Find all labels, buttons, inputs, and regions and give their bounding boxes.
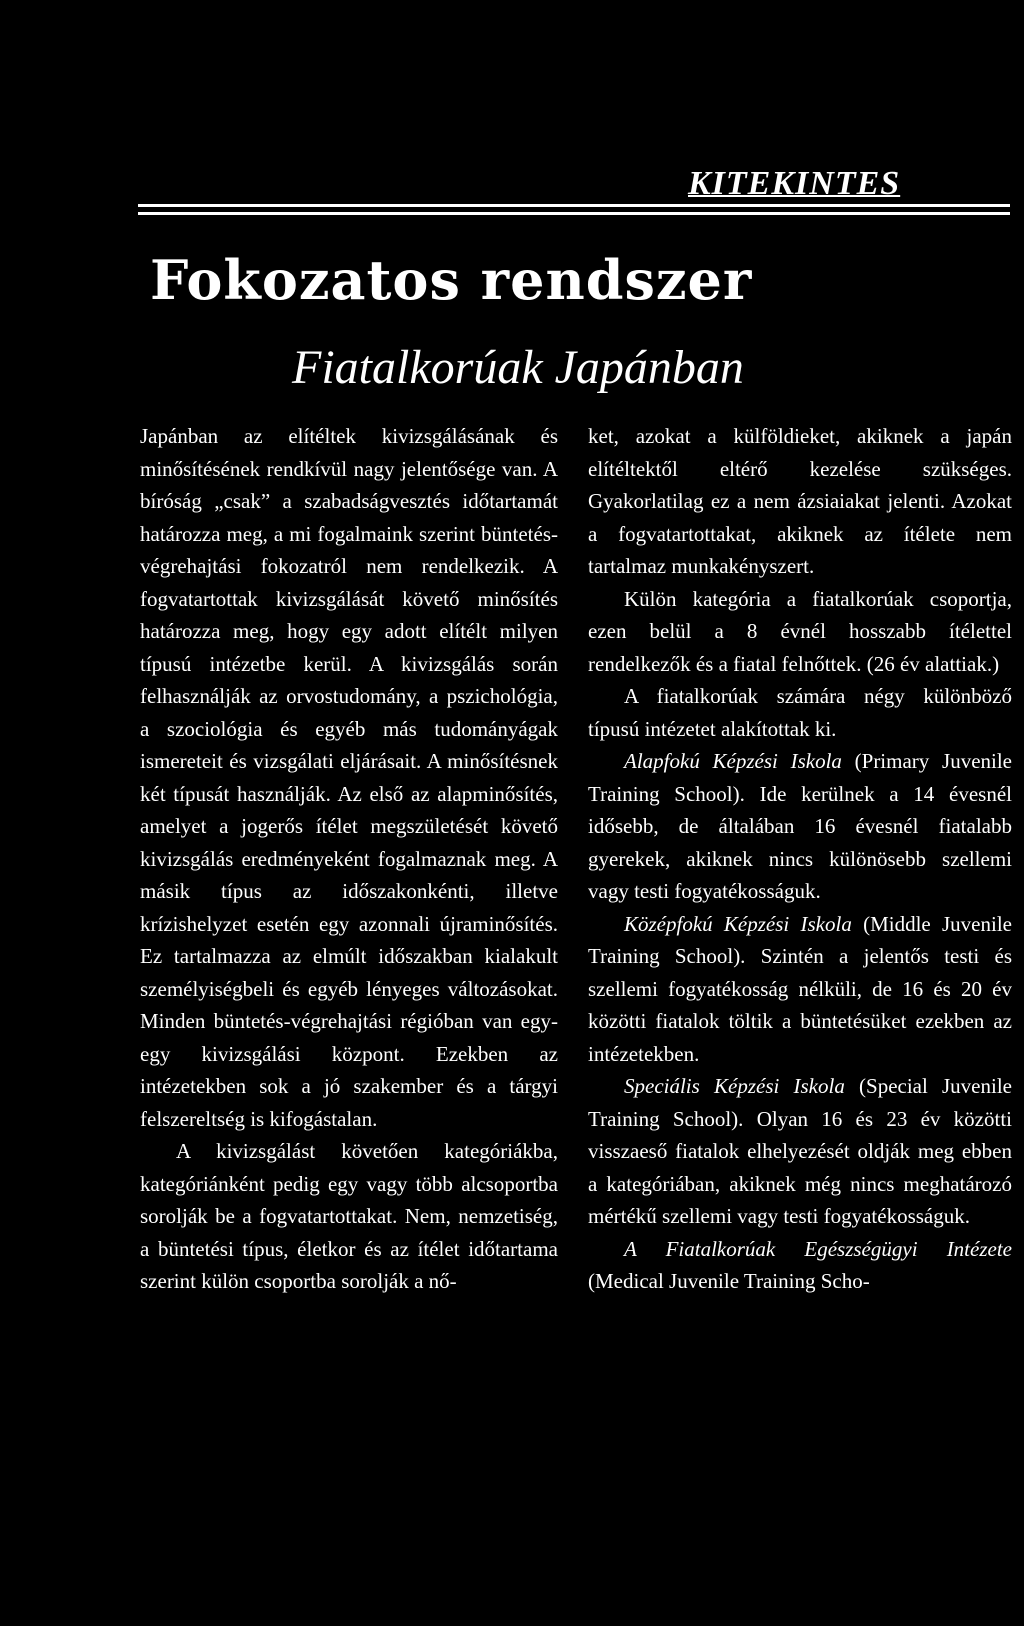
institution-name-middle: Középfokú Képzési Iskola <box>624 911 852 936</box>
article-subtitle: Fiatalkorúak Japánban <box>292 341 744 394</box>
institution-name-medical: A Fiatalkorúak Egészségügyi Intézete <box>624 1236 1012 1261</box>
right-paragraph-6 <box>588 1070 1012 1233</box>
institution-name-special: Speciális Képzési Iskola <box>624 1074 845 1098</box>
left-column <box>140 420 558 1298</box>
right-column <box>588 420 1012 1298</box>
right-paragraph-3: A fiatalkorúak számára négy különböző típusú intézetet alakítottak ki. <box>588 684 1012 741</box>
right-paragraph-4 <box>588 745 1012 908</box>
right-paragraph-5 <box>588 908 1012 1071</box>
section-kicker: KITEKINTES <box>688 165 901 202</box>
institution-desc-middle: (Middle Juvenile Training School). Szintén a jelentős testi és szellemi fogyatékosság nélküli, de 16 és 20 év közötti fiatalok töltik a büntetésüket ezekben az intézetekben. <box>588 911 1012 1066</box>
institution-desc-medical: (Medical Juvenile Training Scho- <box>588 1269 870 1293</box>
right-paragraph-1: ket, azokat a külföldieket, akiknek a japán elítéltektől eltérő kezelése szükséges. Gyakorlatilag ez a nem ázsiaiakat jelenti. Azokat a fogvatartottakat, akiknek az ítélete nem tartalmaz munkakényszert. <box>588 424 1012 578</box>
institution-desc-primary: (Primary Juvenile Training School). Ide kerülnek a 14 évesnél idősebb, de általában 16 évesnél fiatalabb gyerekek, akiknek nincs különösebb szellemi vagy testi fogyatékosságuk. <box>588 749 1012 903</box>
institution-name-primary: Alapfokú Képzési Iskola <box>624 749 842 773</box>
right-paragraph-7 <box>588 1233 1012 1298</box>
left-paragraph-1: Japánban az elítéltek kivizsgálásának és minősítésének rendkívül nagy jelentősége van. A bíróság „csak” a szabadságvesztés időtartamát határozza meg, a mi fogalmaink szerint büntetés-végrehajtási fokozatról nem rendelkezik. A fogvatartottak kivizsgálását követő minősítés határozza meg, hogy egy adott elítélt milyen típusú intézetbe kerül. A kivizsgálás során felhasználják az orvostudomány, a pszichológia, a szociológia és egyéb más tudományágak ismereteit és vizsgálati eljárásait. A minősítésnek két típusát használják. Az első az alapminősítés, amelyet a jogerős ítélet megszületését követő kivizsgálás eredményeként fogalmaznak meg. A másik típus az időszakonkénti, illetve krízishelyzet esetén egy azonnali újraminősítés. Ez tartalmazza az elmúlt időszakban kialakult személyiségbeli és egyéb lényeges változásokat. Minden büntetés-végrehajtási régióban van egy-egy kivizsgálási központ. Ezekben az intézetekben sok a jó szakember és a tárgyi felszereltség is kifogástalan. <box>140 424 558 1131</box>
right-paragraph-2: Külön kategória a fiatalkorúak csoportja, ezen belül a 8 évnél hosszabb ítélettel rendelkezők és a fiatal felnőttek. (26 év alattiak.) <box>588 586 1012 676</box>
header-rule-bottom <box>138 212 1010 215</box>
article-title: Fokozatos rendszer <box>150 248 753 312</box>
left-paragraph-2: A kivizsgálást követően kategóriákba, kategóriánként pedig egy vagy több alcsoportba sorolják be a fogvatartottakat. Nem, nemzetiség, a büntetési típus, életkor és az ítélet időtartama szerint külön csoportba sorolják a nő- <box>140 1139 558 1293</box>
header-rule-top <box>138 204 1010 207</box>
institution-desc-special: (Special Juvenile Training School). Olyan 16 és 23 év közötti visszaeső fiatalok elhelyezését oldják meg ebben a kategóriában, akiknek még nincs meghatározó mértékű szellemi vagy testi fogyatékosságuk. <box>588 1074 1012 1228</box>
